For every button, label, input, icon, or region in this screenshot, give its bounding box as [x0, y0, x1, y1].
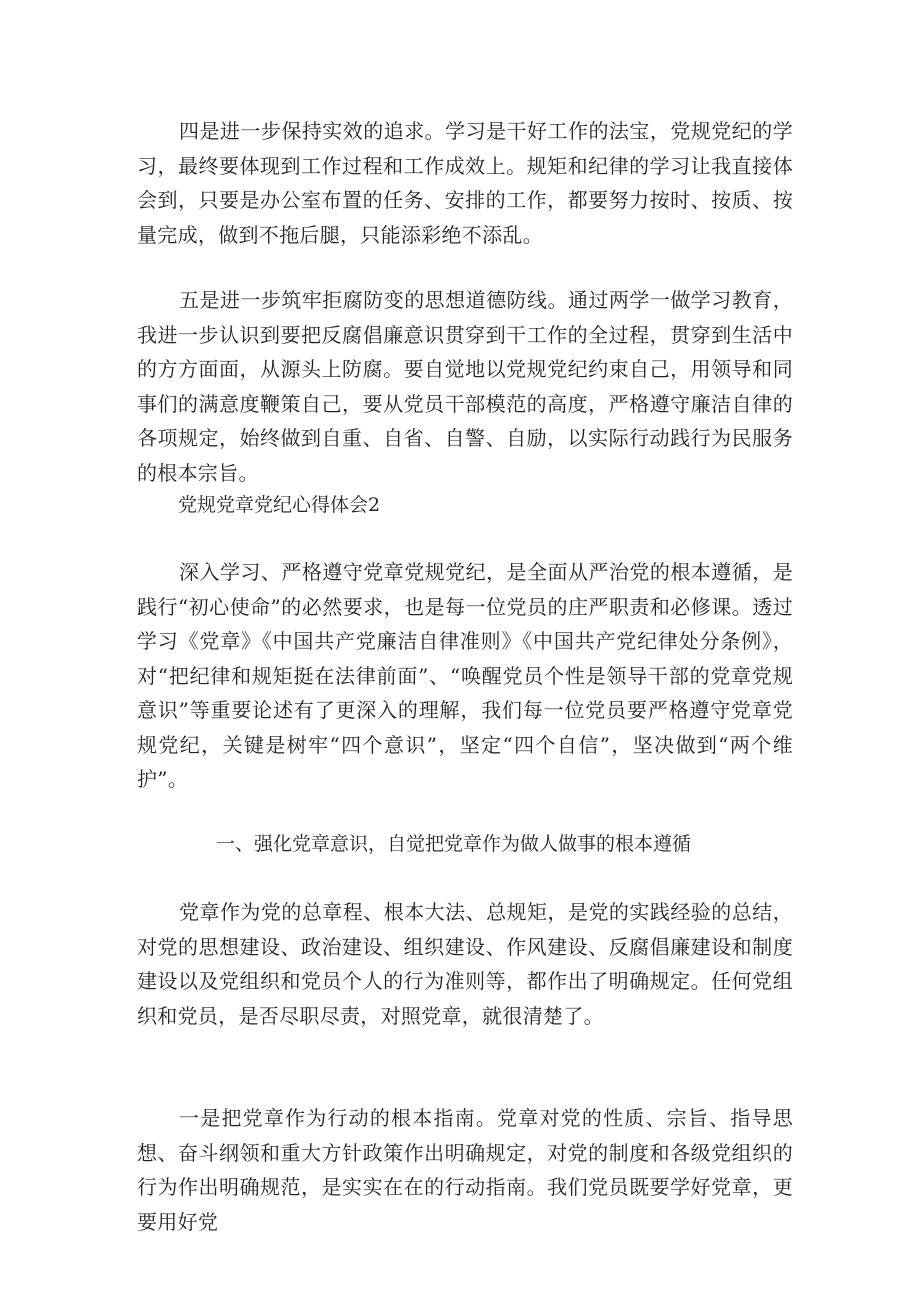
paragraph-one-guide: 一是把党章作为行动的根本指南。党章对党的性质、宗旨、指导思想、奋斗纲领和重大方针政策作出明确规定，对党的制度和各级党组织的行为作出明确规范，是实实在在的行动指南。我们党员既要学好党章，更要用好党 [137, 1106, 793, 1234]
paragraph-intro-party-rules: 深入学习、严格遵守党章党规党纪，是全面从严治党的根本遵循，是践行“初心使命”的必然要求，也是每一位党员的庄严职责和必修课。透过学习《党章》《中国共产党廉洁自律准则》《中国共产党纪律处分条例》，对“把纪律和规矩挺在法律前面”、“唤醒党员个性是领导干部的党章党规意识”等重要论述有了更深入的理解，我们每一位党员要严格遵守党章党规党纪，关键是树牢“四个意识”，坚定“四个自信”，坚决做到“两个维护”。 [137, 560, 793, 791]
paragraph-four-effectiveness: 四是进一步保持实效的追求。学习是干好工作的法宝，党规党纪的学习，最终要体现到工作过程和工作成效上。规矩和纪律的学习让我直接体会到，只要是办公室布置的任务、安排的工作，都要努力按时、按质、按量完成，做到不拖后腿，只能添彩绝不添乱。 [137, 119, 793, 247]
section-title-2: 党规党章党纪心得体会2 [178, 494, 381, 516]
section-heading-1: 一、强化党章意识，自觉把党章作为做人做事的根本遵循 [216, 833, 692, 855]
paragraph-party-constitution: 党章作为党的总章程、根本大法、总规矩，是党的实践经验的总结，对党的思想建设、政治建设、组织建设、作风建设、反腐倡廉建设和制度建设以及党组织和党员个人的行为准则等，都作出了明确规定。任何党组织和党员，是否尽职尽责，对照党章，就很清楚了。 [137, 900, 793, 1028]
paragraph-five-anticorruption: 五是进一步筑牢拒腐防变的思想道德防线。通过两学一做学习教育，我进一步认识到要把反腐倡廉意识贯穿到干工作的全过程，贯穿到生活中的方方面面，从源头上防腐。要自觉地以党规党纪约束自己，用领导和同事们的满意度鞭策自己，要从党员干部模范的高度，严格遵守廉洁自律的各项规定，始终做到自重、自省、自警、自励，以实际行动践行为民服务的根本宗旨。 [137, 288, 793, 485]
